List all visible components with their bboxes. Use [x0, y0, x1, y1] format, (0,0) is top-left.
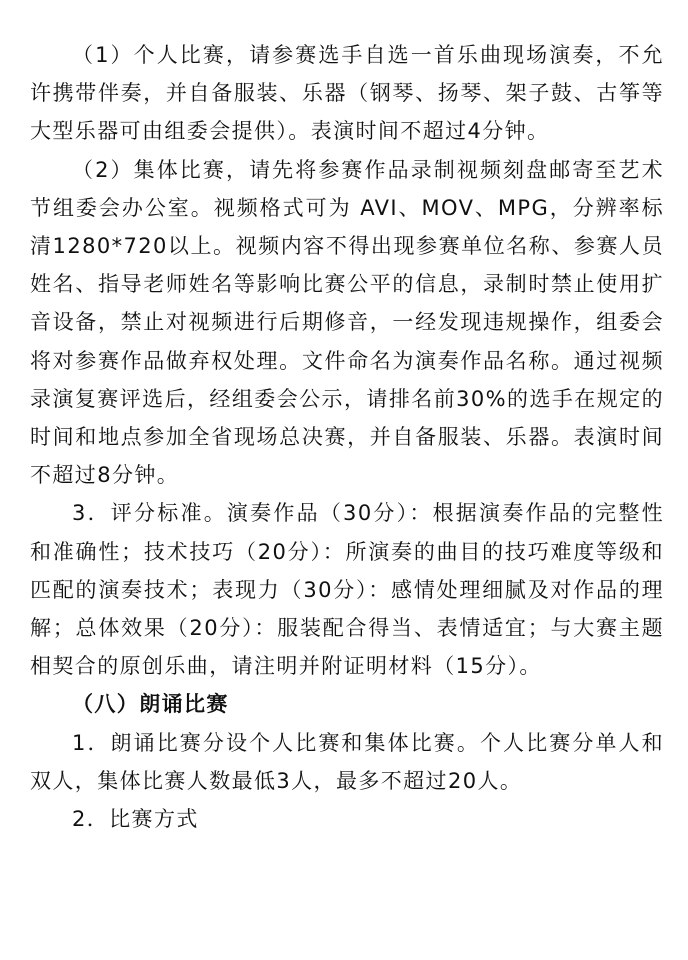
- paragraph-recitation-categories: 1．朗诵比赛分设个人比赛和集体比赛。个人比赛分单人和双人，集体比赛人数最低3人，最多不超过20人。: [30, 730, 664, 793]
- paragraph-competition-method: 2．比赛方式: [72, 807, 199, 832]
- section-heading-recitation: （八）朗诵比赛: [72, 692, 229, 717]
- paragraph-individual-competition: （1）个人比赛，请参赛选手自选一首乐曲现场演奏，不允许携带伴奏，并自备服装、乐器（钢琴、扬琴、架子鼓、古筝等大型乐器可由组委会提供）。表演时间不超过4分钟。: [30, 43, 664, 144]
- paragraph-group-competition: （2）集体比赛，请先将参赛作品录制视频刻盘邮寄至艺术节组委会办公室。视频格式可为 AVI、MOV、MPG，分辨率标清1280*720以上。视频内容不得出现参赛单位名称、参赛人员姓名、指导老师姓名等影响比赛公平的信息，录制时禁止使用扩音设备，禁止对视频进行后期修音，一经发现违规操作，组委会将对参赛作品做弃权处理。文件命名为演奏作品名称。通过视频录演复赛评选后，经组委会公示，请排名前30%的选手在规定的时间和地点参加全省现场总决赛，并自备服装、乐器。表演时间不超过8分钟。: [30, 157, 664, 488]
- paragraph-scoring-criteria: 3．评分标准。演奏作品（30分）：根据演奏作品的完整性和准确性；技术技巧（20分）：所演奏的曲目的技巧难度等级和匹配的演奏技术；表现力（30分）：感情处理细腻及对作品的理解；总体效果（20分）：服装配合得当、表情适宜；与大赛主题相契合的原创乐曲，请注明并附证明材料（15分）。: [30, 501, 664, 679]
